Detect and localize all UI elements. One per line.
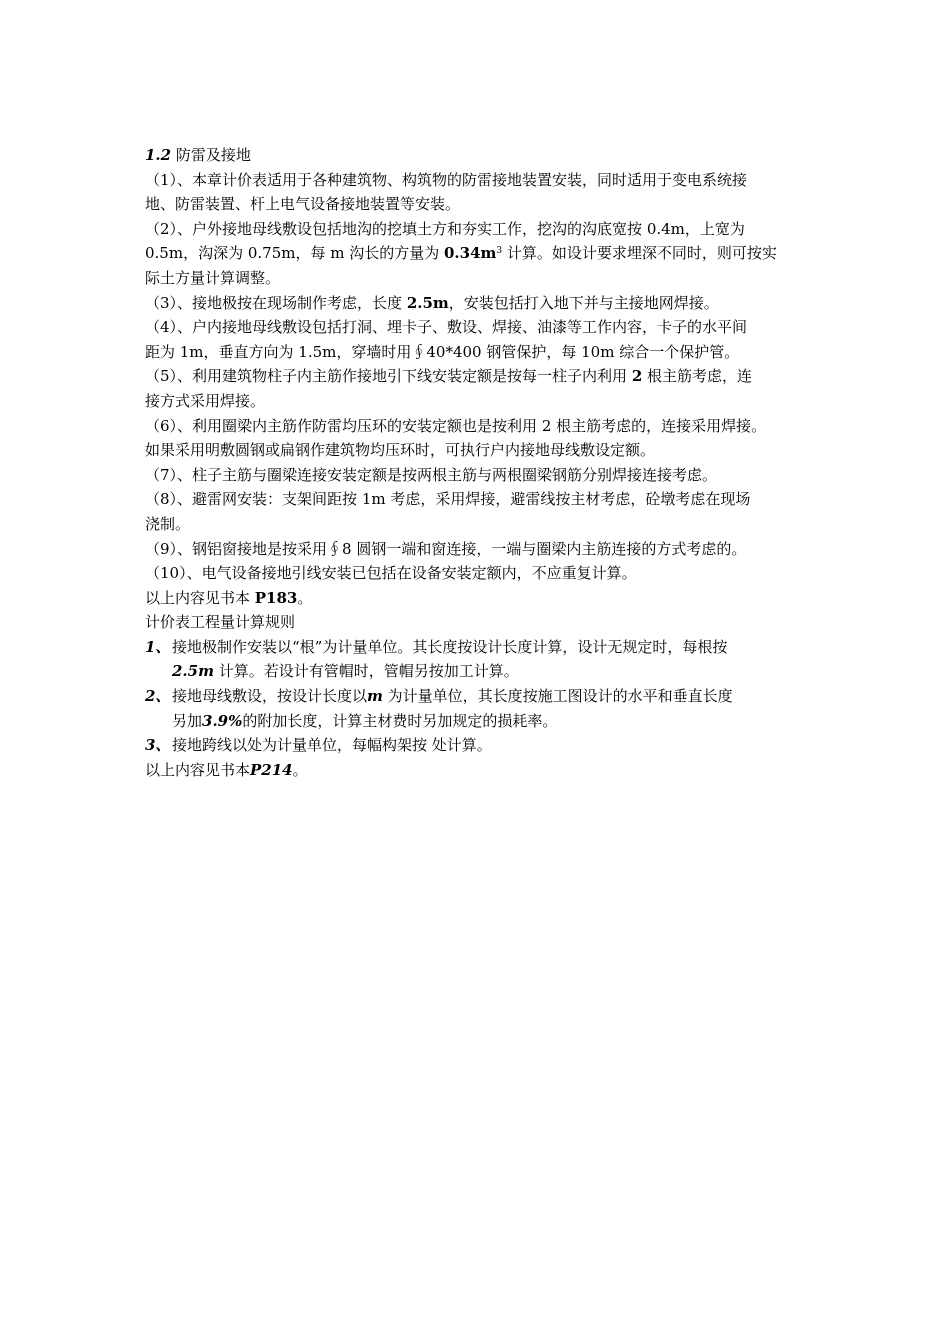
reference-2-page: P214 xyxy=(250,760,293,779)
rule-1-length: 2.5m xyxy=(172,662,214,681)
paragraph-3-text: （3）、接地极按在现场制作考虑，长度 xyxy=(145,293,407,312)
rule-3-number: 3、 xyxy=(145,736,171,755)
reference-2-end: 。 xyxy=(292,760,308,779)
rule-2-text-end: 的附加长度，计算主材费时另加规定的损耗率。 xyxy=(242,711,558,730)
paragraph-10: （10）、电气设备接地引线安装已包括在设备安装定额内，不应重复计算。 xyxy=(145,564,637,583)
rebar-count: 2 xyxy=(631,367,643,386)
paragraph-6-line-2: 如果采用明敷圆钢或扁钢作建筑物均压环时，可执行户内接地母线敷设定额。 xyxy=(145,441,656,460)
rule-2-unit: m xyxy=(367,687,383,706)
paragraph-5-line-1 xyxy=(145,364,820,389)
rule-2-line-1 xyxy=(145,684,820,709)
paragraph-2-line-1: （2）、户外接地母线敷设包括地沟的挖填土方和夯实工作，挖沟的沟底宽按 0.4m，上宽为 xyxy=(145,219,745,238)
rule-2-text: 接地母线敷设，按设计长度以 xyxy=(172,687,368,706)
paragraph-2-line-3: 际土方量计算调整。 xyxy=(145,268,281,287)
rule-1-line-1 xyxy=(145,635,820,660)
rule-1-text-end: 计算。若设计有管帽时，管帽另按加工计算。 xyxy=(213,662,519,681)
reference-text: 以上内容见书本 xyxy=(145,588,255,607)
paragraph-4-line-2: 距为 1m，垂直方向为 1.5m，穿墙时用∮40*400 钢管保护，每 10m 综合一个保护管。 xyxy=(145,342,740,361)
paragraph-3-text-end: ，安装包括打入地下并与主接地网焊接。 xyxy=(448,293,719,312)
book-reference-2 xyxy=(145,758,820,783)
paragraph-8-line-1: （8）、避雷网安装：支架间距按 1m 考虑，采用焊接，避雷线按主材考虑，砼墩考虑在现场 xyxy=(145,490,751,509)
paragraph-7: （7）、柱子主筋与圈梁连接安装定额是按两根主筋与两根圈梁钢筋分别焊接连接考虑。 xyxy=(145,465,718,484)
rule-2-text-cont: 为计量单位，其长度按施工图设计的水平和垂直长度 xyxy=(382,687,733,706)
section-number: 1.2 xyxy=(145,146,172,164)
book-reference-1 xyxy=(145,586,820,611)
reference-page: P183 xyxy=(254,588,298,607)
rule-2-number: 2、 xyxy=(145,687,171,706)
electrode-length: 2.5m xyxy=(406,293,449,312)
paragraph-1-line-1: （1）、本章计价表适用于各种建筑物、构筑物的防雷接地装置安装，同时适用于变电系统接 xyxy=(145,170,748,189)
paragraph-5-text: （5）、利用建筑物柱子内主筋作接地引下线安装定额是按每一柱子内利用 xyxy=(145,367,632,386)
paragraph-5-line-2: 接方式采用焊接。 xyxy=(145,391,266,410)
rule-3-text: 接地跨线以处为计量单位，每幅构架按 处计算。 xyxy=(172,736,492,755)
paragraph-2-line-2 xyxy=(145,241,820,266)
paragraph-6-line-1: （6）、利用圈梁内主筋作防雷均压环的安装定额也是按利用 2 根主筋考虑的，连接采用焊接。 xyxy=(145,416,767,435)
paragraph-4-line-1: （4）、户内接地母线敷设包括打洞、埋卡子、敷设、焊接、油漆等工作内容，卡子的水平间 xyxy=(145,318,748,337)
paragraph-3 xyxy=(145,291,820,316)
reference-2-text: 以上内容见书本 xyxy=(145,760,251,779)
paragraph-5-text-end: 根主筋考虑，连 xyxy=(642,367,753,386)
paragraph-2-text-end: 计算。如设计要求埋深不同时，则可按实 xyxy=(502,244,777,263)
reference-end: 。 xyxy=(297,588,313,607)
volume-exponent: 3 xyxy=(496,246,503,257)
rule-2-percent: 3.9% xyxy=(202,711,243,730)
rule-1-line-2 xyxy=(145,659,820,684)
rule-2-line-2 xyxy=(145,709,820,734)
paragraph-2-text: 0.5m，沟深为 0.75m，每 m 沟长的方量为 xyxy=(145,244,444,263)
section-heading xyxy=(145,143,820,168)
paragraph-1-line-2: 地、防雷装置、杆上电气设备接地装置等安装。 xyxy=(145,195,461,214)
rules-heading: 计价表工程量计算规则 xyxy=(145,613,296,632)
rule-1-number: 1、 xyxy=(145,637,171,656)
document-page xyxy=(145,143,820,782)
rule-2-text-2: 另加 xyxy=(172,711,203,730)
volume-value: 0.34m xyxy=(444,244,497,263)
rule-1-text: 接地极制作安装以“根”为计量单位。其长度按设计长度计算，设计无规定时，每根按 xyxy=(172,637,728,656)
rule-3-line-1 xyxy=(145,733,820,758)
section-title: 防雷及接地 xyxy=(175,146,251,164)
paragraph-9: （9）、钢铝窗接地是按采用∮8 圆钢一端和窗连接，一端与圈梁内主筋连接的方式考虑的。 xyxy=(145,539,747,558)
paragraph-8-line-2: 浇制。 xyxy=(145,514,191,533)
